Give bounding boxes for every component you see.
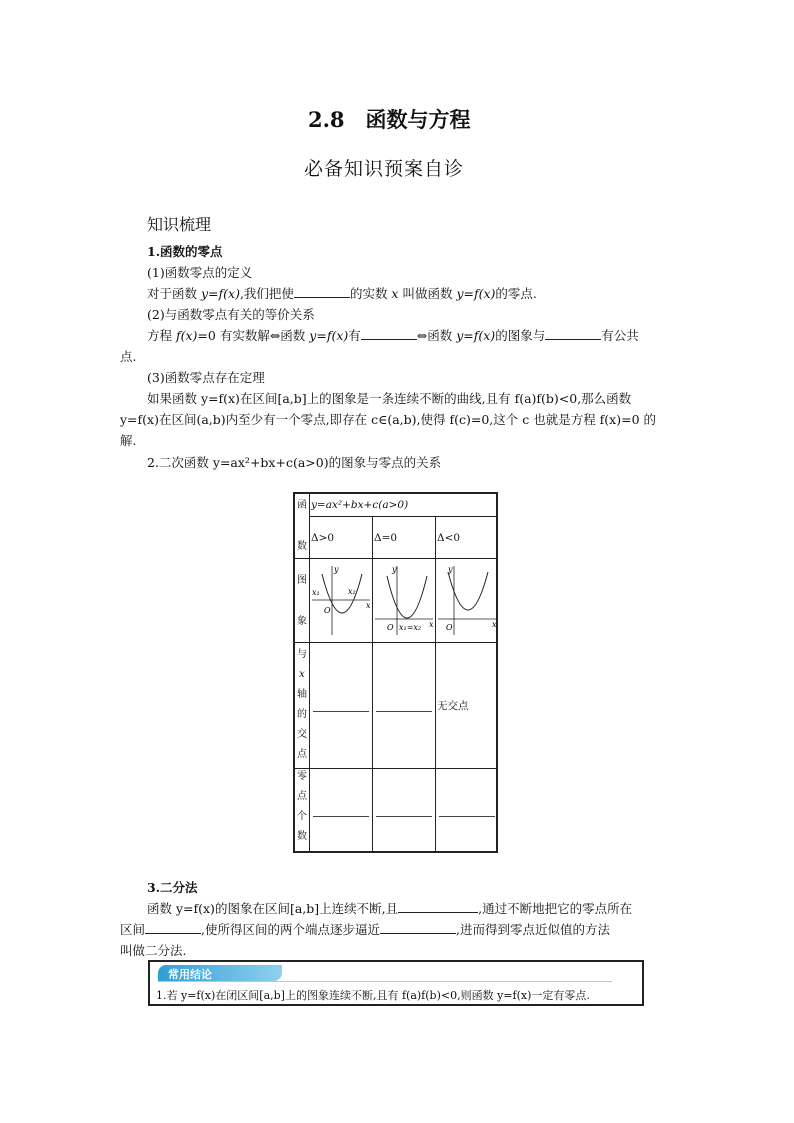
y-label: y <box>448 565 453 574</box>
origin-label: O <box>446 623 453 632</box>
answer-blank[interactable] <box>313 711 369 712</box>
x-label: x <box>429 620 434 629</box>
x-label: x <box>492 620 497 629</box>
s1-line2 <box>147 325 639 346</box>
section-heading: 知识梳理 <box>147 215 212 234</box>
badge-separator <box>158 981 612 982</box>
s1-line1 <box>147 283 537 304</box>
answer-blank[interactable] <box>313 816 369 817</box>
s1-sub2: (2)与函数零点有关的等价关系 <box>147 307 315 322</box>
s3-heading: 3.二分法 <box>147 880 198 895</box>
s1-sub1: (1)函数零点的定义 <box>147 265 253 280</box>
parabola-two-roots <box>310 560 372 640</box>
row-label: 轴 <box>297 689 307 700</box>
x-label: x <box>366 601 371 610</box>
page-subtitle: 必备知识预案自诊 <box>304 158 465 180</box>
s2-heading: 2.二次函数 y=ax²+bx+c(a>0)的图象与零点的关系 <box>147 455 442 470</box>
text: 的实数 <box>349 286 392 301</box>
conclusion-badge <box>158 965 282 981</box>
text: 区间 <box>120 922 146 937</box>
fill-blank[interactable] <box>294 285 350 298</box>
text: =0 有实数解⇔函数 <box>197 328 310 343</box>
row-label: 数 <box>297 541 307 552</box>
page-title: 2.8 函数与方程 <box>308 107 471 132</box>
fill-blank[interactable] <box>145 921 201 934</box>
answer-blank[interactable] <box>376 816 432 817</box>
origin-label: O <box>324 606 331 615</box>
delta-positive: Δ>0 <box>311 532 335 544</box>
row-label: 的 <box>297 709 307 720</box>
double-root-label: x₁=x₂ <box>399 623 422 632</box>
row-label: 点 <box>297 791 307 802</box>
row-label: 图 <box>297 575 307 586</box>
row-label: x <box>299 669 305 680</box>
row-label: 个 <box>297 811 307 822</box>
no-intersection-text: 无交点 <box>437 700 469 712</box>
s1-heading: 1.函数的零点 <box>147 244 223 259</box>
fill-blank[interactable] <box>380 921 456 934</box>
function-formula: y=ax²+bx+c(a>0) <box>311 499 409 511</box>
text: 叫做函数 <box>398 286 457 301</box>
text: ,进而得到零点近似值的方法 <box>456 922 610 937</box>
formula: y=f(x) <box>200 286 240 301</box>
col-divider <box>309 494 310 851</box>
text: 函数 y=f(x)的图象在区间[a,b]上连续不断,且 <box>147 901 399 916</box>
parabola-one-root <box>373 560 435 640</box>
delta-negative: Δ<0 <box>437 532 461 544</box>
s3-line1 <box>147 898 632 919</box>
fill-blank[interactable] <box>545 327 601 340</box>
x1-label: x₁ <box>312 588 320 597</box>
text: ,我们把使 <box>239 286 294 301</box>
row-label: 函 <box>297 500 307 511</box>
y-label: y <box>392 565 397 574</box>
row-divider <box>295 768 496 769</box>
formula: y=f(x) <box>309 328 349 343</box>
text: 对于函数 <box>147 286 201 301</box>
s1-line3c: 解. <box>120 433 137 448</box>
conclusion-box <box>148 960 644 1006</box>
answer-blank[interactable] <box>376 711 432 712</box>
badge-label: 常用结论 <box>168 968 212 981</box>
row-label: 点 <box>297 749 307 760</box>
text: 的零点. <box>495 286 537 301</box>
origin-label: O <box>387 623 394 632</box>
formula: y=f(x) <box>456 328 496 343</box>
text: 有 <box>348 328 361 343</box>
row-divider <box>295 642 496 643</box>
x2-label: x₂ <box>348 587 356 596</box>
row-label: 与 <box>297 649 307 660</box>
row-label: 象 <box>297 616 307 627</box>
s1-line3a: 如果函数 y=f(x)在区间[a,b]上的图象是一条连续不断的曲线,且有 f(a)f(b)<0,那么函数 <box>147 391 632 406</box>
text: ⇔函数 <box>416 328 457 343</box>
conclusion-text: 1.若 y=f(x)在闭区间[a,b]上的图象连续不断,且有 f(a)f(b)<0,则函数 y=f(x)一定有零点. <box>156 989 590 1002</box>
delta-zero: Δ=0 <box>374 532 398 544</box>
text: 有公共 <box>601 328 639 343</box>
row-divider <box>295 558 496 559</box>
row-label: 零 <box>297 771 307 782</box>
y-label: y <box>334 565 339 574</box>
row-divider <box>309 516 496 517</box>
answer-blank[interactable] <box>439 816 495 817</box>
text: 的图象与 <box>495 328 546 343</box>
s3-line3: 叫做二分法. <box>120 943 187 958</box>
s1-sub3: (3)函数零点存在定理 <box>147 370 265 385</box>
text: ,通过不断地把它的零点所在 <box>478 901 633 916</box>
text: ,使所得区间的两个端点逐步逼近 <box>201 922 380 937</box>
s1-line3b: y=f(x)在区间(a,b)内至少有一个零点,即存在 c∈(a,b),使得 f(c)=0,这个 c 也就是方程 f(x)=0 的 <box>120 412 657 427</box>
row-label: 数 <box>297 831 307 842</box>
text: 方程 <box>147 328 176 343</box>
row-label: 交 <box>297 729 307 740</box>
s3-line2 <box>120 919 610 940</box>
formula: x <box>391 286 399 301</box>
quadratic-table <box>293 492 498 853</box>
formula: y=f(x) <box>456 286 496 301</box>
parabola-no-root <box>436 560 498 640</box>
s1-line2-cont: 点. <box>120 349 137 364</box>
fill-blank[interactable] <box>398 900 478 913</box>
fill-blank[interactable] <box>361 327 417 340</box>
formula: f(x) <box>175 328 198 343</box>
